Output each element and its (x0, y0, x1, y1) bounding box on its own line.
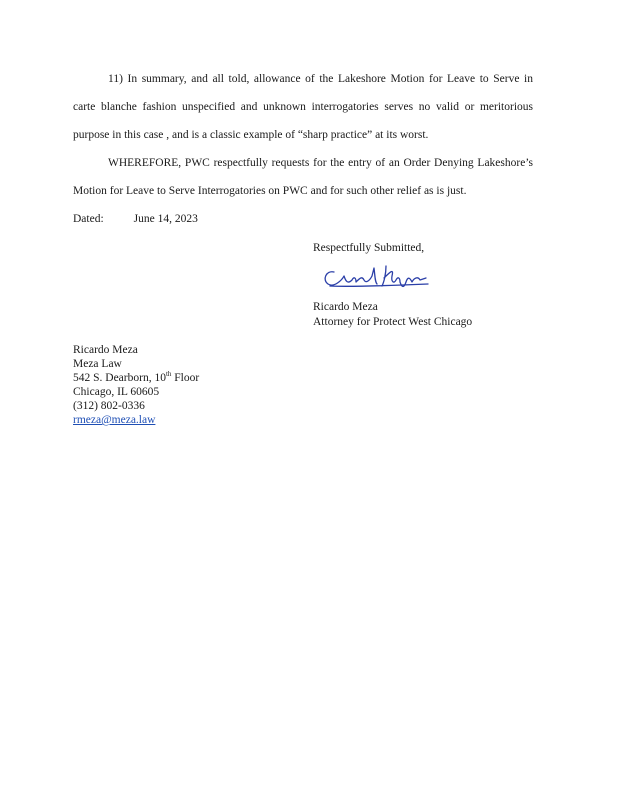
paragraph-11-line-3: purpose in this case , and is a classic example of “sharp practice” at its worst. (73, 129, 429, 141)
address-street-ordinal: th (165, 370, 172, 379)
address-street-number: 542 S. Dearborn, 10 (73, 372, 166, 384)
address-phone: (312) 802-0336 (73, 400, 145, 412)
email-link[interactable]: rmeza@meza.law (73, 414, 156, 426)
address-name: Ricardo Meza (73, 344, 138, 356)
address-firm: Meza Law (73, 358, 122, 370)
handwritten-signature (320, 262, 432, 290)
wherefore-line-1: WHEREFORE, PWC respectfully requests for the entry of an Order Denying Lakeshore’s (108, 157, 533, 169)
address-email-line (73, 413, 175, 427)
dated-value: June 14, 2023 (133, 213, 198, 225)
address-city: Chicago, IL 60605 (73, 386, 160, 398)
paragraph-11-line-1: 11) In summary, and all told, allowance of the Lakeshore Motion for Leave to Serve in (108, 73, 533, 85)
signatory-title: Attorney for Protect West Chicago (313, 316, 473, 328)
wherefore-line-2: Motion for Leave to Serve Interrogatories on PWC and for such other relief as is just. (73, 185, 467, 197)
signature-closing: Respectfully Submitted, (313, 242, 425, 254)
signatory-name: Ricardo Meza (313, 301, 378, 313)
paragraph-11-line-2: carte blanche fashion unspecified and unknown interrogatories serves no valid or meritorious (73, 101, 533, 113)
address-street-floor: Floor (171, 372, 200, 384)
address-street (73, 371, 199, 385)
dated-label: Dated: (73, 213, 104, 225)
dated-line (73, 213, 198, 225)
